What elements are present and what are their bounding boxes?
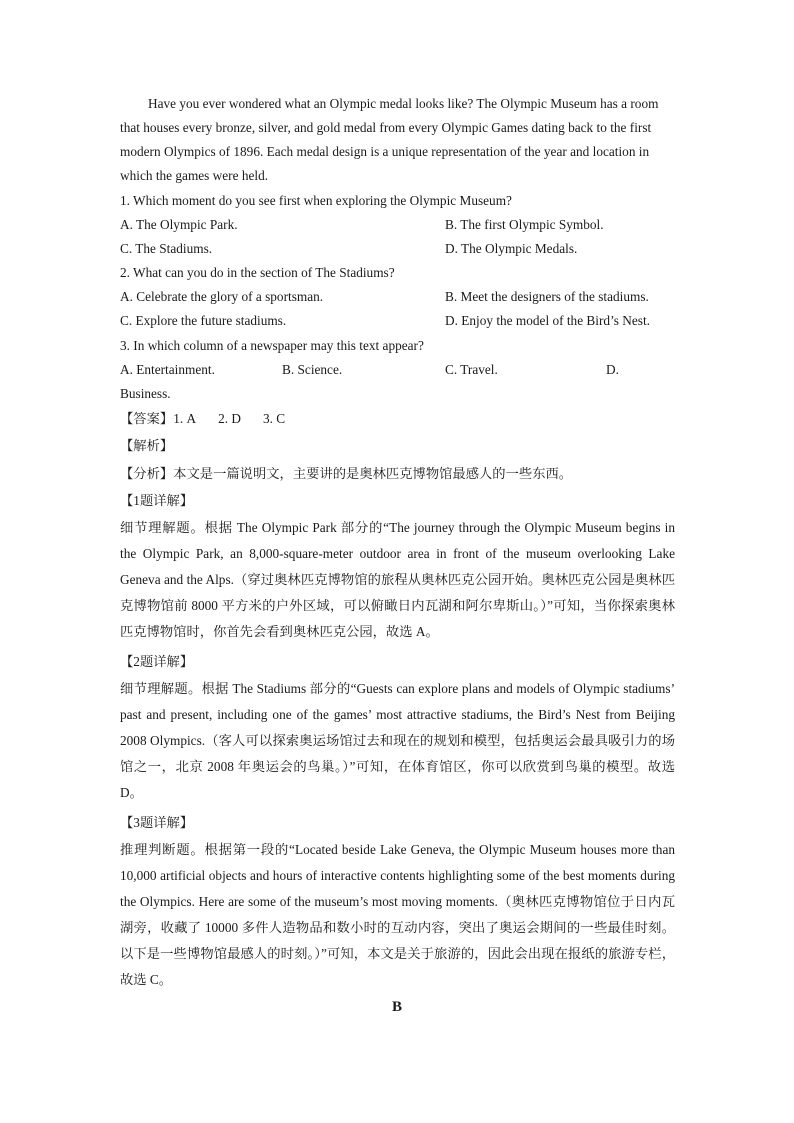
question-2-stem: 2. What can you do in the section of The Stadiums?	[120, 265, 395, 280]
answer-line	[120, 407, 285, 431]
detail-3-heading: 【3题详解】	[120, 815, 194, 830]
detail-2-text: 细节理解题。根据 The Stadiums 部分的“Guests can explore plans and models of Olympic stadiums’ past and present, including one of the games’ most attractive stadiums, the Bird’s Nest from Beijing 2008 Olympics.（客人可以探索奥运场馆过去和现在的规划和模型，包括奥运会最具吸引力的场馆之一，北京 2008 年奥运会的鸟巢。）”可知，在体育馆区，你可以欣赏到鸟巢的模型。故选 D。	[120, 681, 675, 800]
question-3-option-c: C. Travel.	[445, 362, 498, 377]
question-3-option-b: B. Science.	[282, 362, 343, 377]
question-2-option-c: C. Explore the future stadiums.	[120, 313, 287, 328]
analysis-summary: 【分析】本文是一篇说明文，主要讲的是奥林匹克博物馆最感人的一些东西。	[120, 466, 573, 481]
question-3-stem: 3. In which column of a newspaper may this text appear?	[120, 338, 424, 353]
question-1-option-a: A. The Olympic Park.	[120, 217, 238, 232]
question-1-option-b: B. The first Olympic Symbol.	[445, 217, 604, 232]
question-1-option-c: C. The Stadiums.	[120, 241, 213, 256]
detail-3-text: 推理判断题。根据第一段的“Located beside Lake Geneva, the Olympic Museum houses more than 10,000 artificial objects and hours of interactive contents highlighting some of the best moments during the Olympics. Here are some of the museum’s most moving moments.（奥林匹克博物馆位于日内瓦湖旁，收藏了 10000 多件人造物品和数小时的互动内容，突出了奥运会期间的一些最佳时刻。以下是一些博物馆最感人的时刻。）”可知，本文是关于旅游的，因此会出现在报纸的旅游专栏，故选 C。	[120, 842, 675, 987]
question-2-option-d: D. Enjoy the model of the Bird’s Nest.	[445, 313, 650, 328]
detail-2-heading: 【2题详解】	[120, 654, 194, 669]
question-2-option-a: A. Celebrate the glory of a sportsman.	[120, 289, 324, 304]
question-3-option-d-wrap: Business.	[120, 386, 171, 401]
answer-label: 【答案】	[120, 411, 174, 426]
question-1-stem: 1. Which moment do you see first when exploring the Olympic Museum?	[120, 193, 512, 208]
analysis-label: 【解析】	[120, 438, 174, 453]
detail-1-heading: 【1题详解】	[120, 493, 194, 508]
answer-item-2: 2. D	[218, 411, 241, 426]
question-3-option-d: D.	[606, 362, 619, 377]
question-2-option-b: B. Meet the designers of the stadiums.	[445, 289, 649, 304]
answer-item-3: 3. C	[263, 411, 286, 426]
question-3-option-a: A. Entertainment.	[120, 362, 215, 377]
question-1-option-d: D. The Olympic Medals.	[445, 241, 578, 256]
answer-item-1: 1. A	[173, 411, 197, 426]
section-b-heading: B	[392, 999, 403, 1015]
detail-1-text: 细节理解题。根据 The Olympic Park 部分的“The journey through the Olympic Museum begins in the Olympic Park, an 8,000-square-meter outdoor area in front of the museum overlooking Lake Geneva and the Alps.（穿过奥林匹克博物馆的旅程从奥林匹克公园开始。奥林匹克公园是奥林匹克博物馆前 8000 平方米的户外区域，可以俯瞰日内瓦湖和阿尔卑斯山。）”可知，当你探索奥林匹克博物馆时，你首先会看到奥林匹克公园，故选 A。	[120, 520, 675, 639]
reading-passage: Have you ever wondered what an Olympic medal looks like? The Olympic Museum has a room that houses every bronze, silver, and gold medal from every Olympic Games dating back to the first modern Olympics of 1896. Each medal design is a unique representation of the year and location in which the games were held.	[120, 96, 659, 183]
